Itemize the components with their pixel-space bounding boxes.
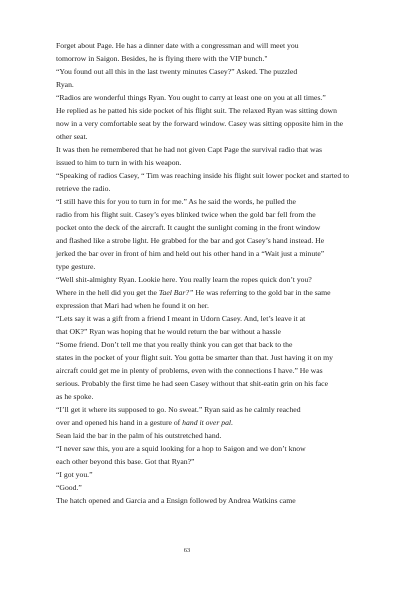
text-line-content: “Some friend. Don’t tell me that you really think you can get that back to the [56, 340, 293, 349]
text-line-content: The hatch opened and Garcia and a Ensign followed by Andrea Watkins came [56, 496, 296, 505]
text-line [56, 468, 374, 481]
text-line-content: aircraft could get me in plenty of problems, even with the connections I have.” He was [56, 366, 323, 375]
text-line-content: type gesture. [56, 262, 96, 271]
text-line-content: “I got you.” [56, 470, 93, 479]
text-line-content: as he spoke. [56, 392, 94, 401]
text-line [56, 234, 374, 247]
text-line-content: Where in the hell did you get the [56, 288, 159, 297]
text-line-content: “I still have this for you to turn in for me.” As he said the words, he pulled the [56, 197, 296, 206]
text-line [56, 195, 374, 208]
text-line [56, 91, 374, 104]
text-line-content: Forget about Page. He has a dinner date with a congressman and will meet you [56, 41, 299, 50]
text-line [56, 494, 374, 507]
text-line-content: “Well shit-almighty Ryan. Lookie here. You really learn the ropes quick don’t you? [56, 275, 312, 284]
text-line [56, 455, 374, 468]
text-line-content: and flashed like a strobe light. He grabbed for the bar and got Casey’s hand instead. He [56, 236, 325, 245]
text-line-content: each other beyond this base. Got that Ryan?” [56, 457, 195, 466]
text-line [56, 78, 374, 91]
text-line [56, 403, 374, 416]
text-line [56, 104, 374, 117]
text-line [56, 273, 374, 286]
text-line-content: serious. Probably the first time he had seen Casey without that shit-eatin grin on his face [56, 379, 328, 388]
text-line [56, 208, 374, 221]
text-line [56, 377, 374, 390]
text-line [56, 143, 374, 156]
text-line-continuation: He was referring to the gold bar in the same [193, 288, 331, 297]
text-line [56, 416, 374, 429]
text-line-content: “I never saw this, you are a squid looking for a hop to Saigon and we don’t know [56, 444, 306, 453]
text-line [56, 312, 374, 325]
italic-phrase: Tael Bar?” [158, 288, 194, 297]
text-line [56, 429, 374, 442]
text-line [56, 325, 374, 338]
text-line-content: over and opened his hand in a gesture of [56, 418, 183, 427]
text-line [56, 156, 374, 169]
text-line-content: expression that Mari had when he found it on her. [56, 301, 209, 310]
text-line-content: “I’ll get it where its supposed to go. No sweat.” Ryan said as he calmly reached [56, 405, 301, 414]
text-line [56, 169, 374, 182]
text-line-content: issued to him to turn in with his weapon. [56, 158, 182, 167]
text-line [56, 182, 374, 195]
text-line-content: jerked the bar over in front of him and held out his other hand in a “Wait just a minute” [56, 249, 325, 258]
text-line-content: pocket onto the deck of the aircraft. It caught the sunlight coming in the front window [56, 223, 321, 232]
page-number: 63 [183, 547, 191, 554]
text-line-content: Ryan. [56, 80, 74, 89]
text-line [56, 299, 374, 312]
text-line-content: radio from his flight suit. Casey’s eyes blinked twice when the gold bar fell from the [56, 210, 316, 219]
text-line [56, 364, 374, 377]
text-line-content: retrieve the radio. [56, 184, 111, 193]
text-line [56, 286, 374, 299]
text-line-content: “Lets say it was a gift from a friend I meant in Udorn Casey. And, let’s leave it at [56, 314, 306, 323]
text-line-content: “Speaking of radios Casey, “ Tim was reaching inside his flight suit lower pocket and started to [56, 171, 350, 180]
text-line [56, 390, 374, 403]
body-text [56, 39, 374, 507]
text-line [56, 221, 374, 234]
text-line [56, 130, 374, 143]
italic-phrase: hand it over pal. [182, 418, 233, 427]
text-line [56, 351, 374, 364]
text-line-content: Sean laid the bar in the palm of his outstretched hand. [56, 431, 222, 440]
text-line [56, 247, 374, 260]
text-line [56, 260, 374, 273]
text-line-content: “Good.” [56, 483, 82, 492]
text-line-content: that OK?” Ryan was hoping that he would return the bar without a hassle [56, 327, 281, 336]
text-line-content: It was then he remembered that he had not given Capt Page the survival radio that was [56, 145, 322, 154]
text-line [56, 39, 374, 52]
text-line [56, 117, 374, 130]
text-line [56, 442, 374, 455]
text-line [56, 481, 374, 494]
text-line-content: states in the pocket of your flight suit. You gotta be smarter than that. Just having it on my [56, 353, 333, 362]
text-line-content: tomorrow in Saigon. Besides, he is flying there with the VIP bunch." [56, 54, 268, 63]
text-line [56, 65, 374, 78]
text-line-content: He replied as he patted his side pocket of his flight suit. The relaxed Ryan was sitting down [56, 106, 337, 115]
text-line-content: other seat. [56, 132, 88, 141]
text-line [56, 52, 374, 65]
text-line-content: “Radios are wonderful things Ryan. You ought to carry at least one on you at all times.” [56, 93, 326, 102]
text-line [56, 338, 374, 351]
text-line-content: now in a very comfortable seat by the forward window. Casey was sitting opposite him in the [56, 119, 344, 128]
text-line-content: “You found out all this in the last twenty minutes Casey?” Asked. The puzzled [56, 67, 298, 76]
